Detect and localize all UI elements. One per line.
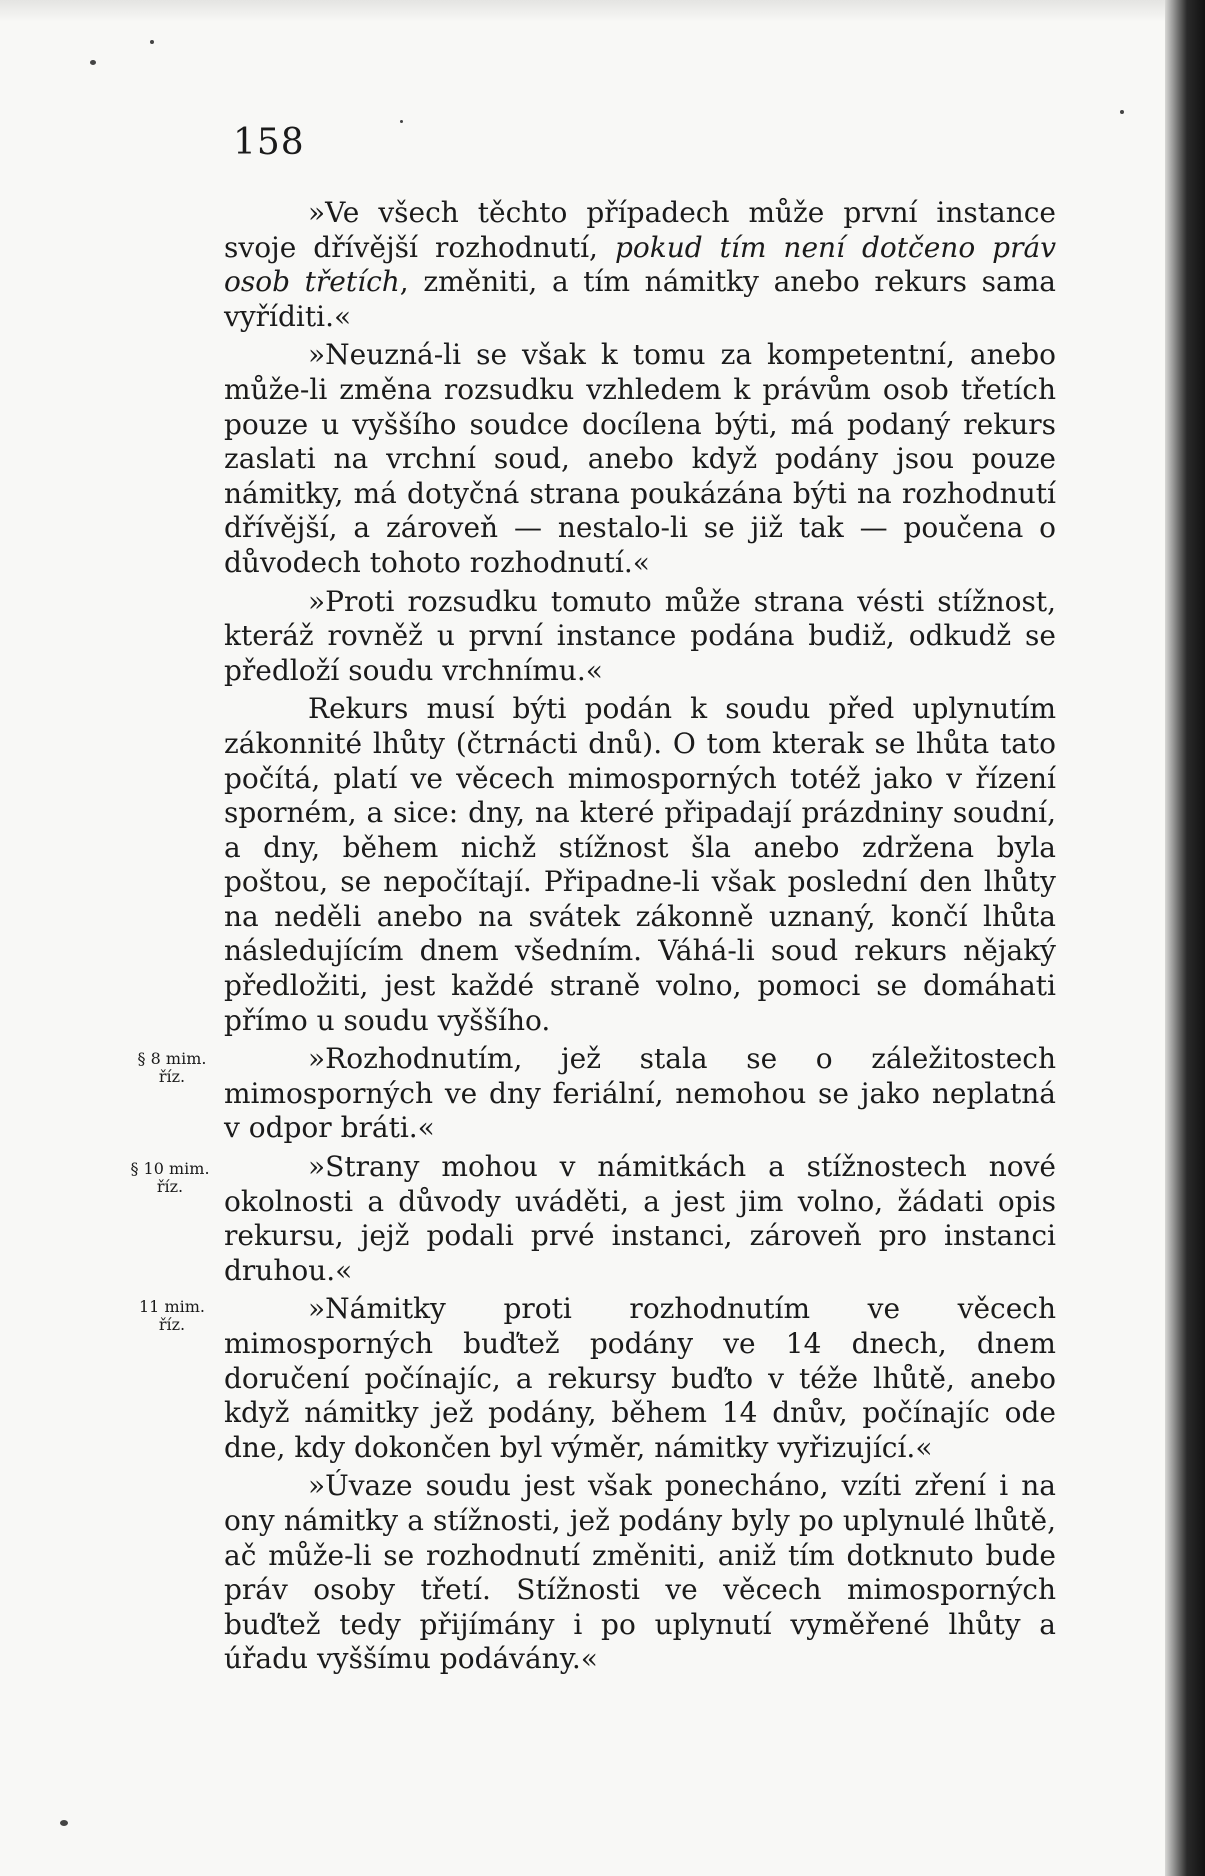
paragraph-7: »Námitky proti rozhodnutím ve věcech mimosporných buďtež podány ve 14 dnech, dnem doručení počínajíc, a rekursy buďto v téže lhůtě, anebo když námitky jež podány, během 14 dnův, počínajíc ode dne, kdy dokončen byl výměr, námitky vyřizující.« <box>224 1292 1056 1464</box>
margin-note-1-line1: § 8 mim. <box>137 1049 207 1068</box>
margin-note-3 <box>122 1298 222 1334</box>
paragraph-2: »Neuzná-li se však k tomu za kompetentní, anebo může-li změna rozsudku vzhledem k právům osob třetích pouze u vyššího soudce docílena býti, má podaný rekurs zaslati na vrchní soud, anebo když podány jsou pouze námitky, má dotyčná strana poukázána býti na rozhodnutí dřívější, a zároveň — nestalo-li se již tak — poučena o důvodech tohoto rozhodnutí.« <box>224 338 1056 579</box>
scan-top-edge <box>0 0 1205 22</box>
scan-speck <box>400 120 403 123</box>
paragraph-3: »Proti rozsudku tomuto může strana vésti stížnost, kteráž rovněž u první instance podána budiž, odkudž se předloží soudu vrchnímu.« <box>224 584 1056 687</box>
scan-speck <box>150 40 154 44</box>
scan-speck <box>60 1820 68 1826</box>
page-number: 158 <box>233 122 305 163</box>
scan-speck <box>1120 110 1124 114</box>
paragraph-6: »Strany mohou v námitkách a stížnostech nové okolnosti a důvody uváděti, a jest jim volno, žádati opis rekursu, jejž podali prvé instanci, zároveň pro instanci druhou.« <box>224 1150 1056 1287</box>
margin-note-2-line1: § 10 mim. <box>130 1159 210 1178</box>
paragraph-1 <box>224 196 1056 334</box>
margin-note-1-line2: říz. <box>158 1067 186 1086</box>
scan-binding-edge <box>1165 0 1205 1876</box>
paragraph-4: Rekurs musí býti podán k soudu před uplynutím zákonnité lhůty (čtrnácti dnů). O tom kterak se lhůta tato počítá, platí ve věcech mimosporných totéž jako v řízení sporném, a sice: dny, na které připadají prázdniny soudní, a dny, během nichž stížnost šla anebo zdržena byla poštou, se nepočítají. Připadne-li však poslední den lhůty na neděli anebo na svátek zákonně uznaný, končí lhůta následujícím dnem všedním. Váhá-li soud rekurs nějaký předložiti, jest každé straně volno, pomoci se domáhati přímo u soudu vyššího. <box>224 692 1056 1037</box>
scan-speck <box>90 60 96 65</box>
paragraph-1-italic-run: pokud tím není dotčeno práv osob třetích <box>224 230 1057 299</box>
margin-note-2 <box>120 1160 220 1196</box>
paragraph-1-run-3: , změniti, a tím námitky anebo rekurs sama vyříditi.« <box>224 265 1056 333</box>
margin-note-3-line2: říz. <box>158 1315 186 1334</box>
body-text <box>224 196 1056 1681</box>
margin-note-3-line1: 11 mim. <box>139 1297 205 1316</box>
margin-note-1 <box>122 1050 222 1086</box>
margin-note-2-line2: říz. <box>156 1177 184 1196</box>
paragraph-1-run-1: »Ve všech těchto případech může první instance svoje dřívější rozhodnutí, <box>224 196 1056 264</box>
paragraph-8: »Úvaze soudu jest však ponecháno, vzíti zření i na ony námitky a stížnosti, jež podány byly po uplynulé lhůtě, ač může-li se rozhodnutí změniti, aniž tím dotknuto bude práv osoby třetí. Stížnosti ve věcech mimosporných buďtež tedy přijímány i po uplynutí vyměřené lhůty a úřadu vyššímu podávány.« <box>224 1469 1056 1676</box>
paragraph-5: »Rozhodnutím, jež stala se o záležitostech mimosporných ve dny feriální, nemohou se jako neplatná v odpor bráti.« <box>224 1042 1056 1145</box>
